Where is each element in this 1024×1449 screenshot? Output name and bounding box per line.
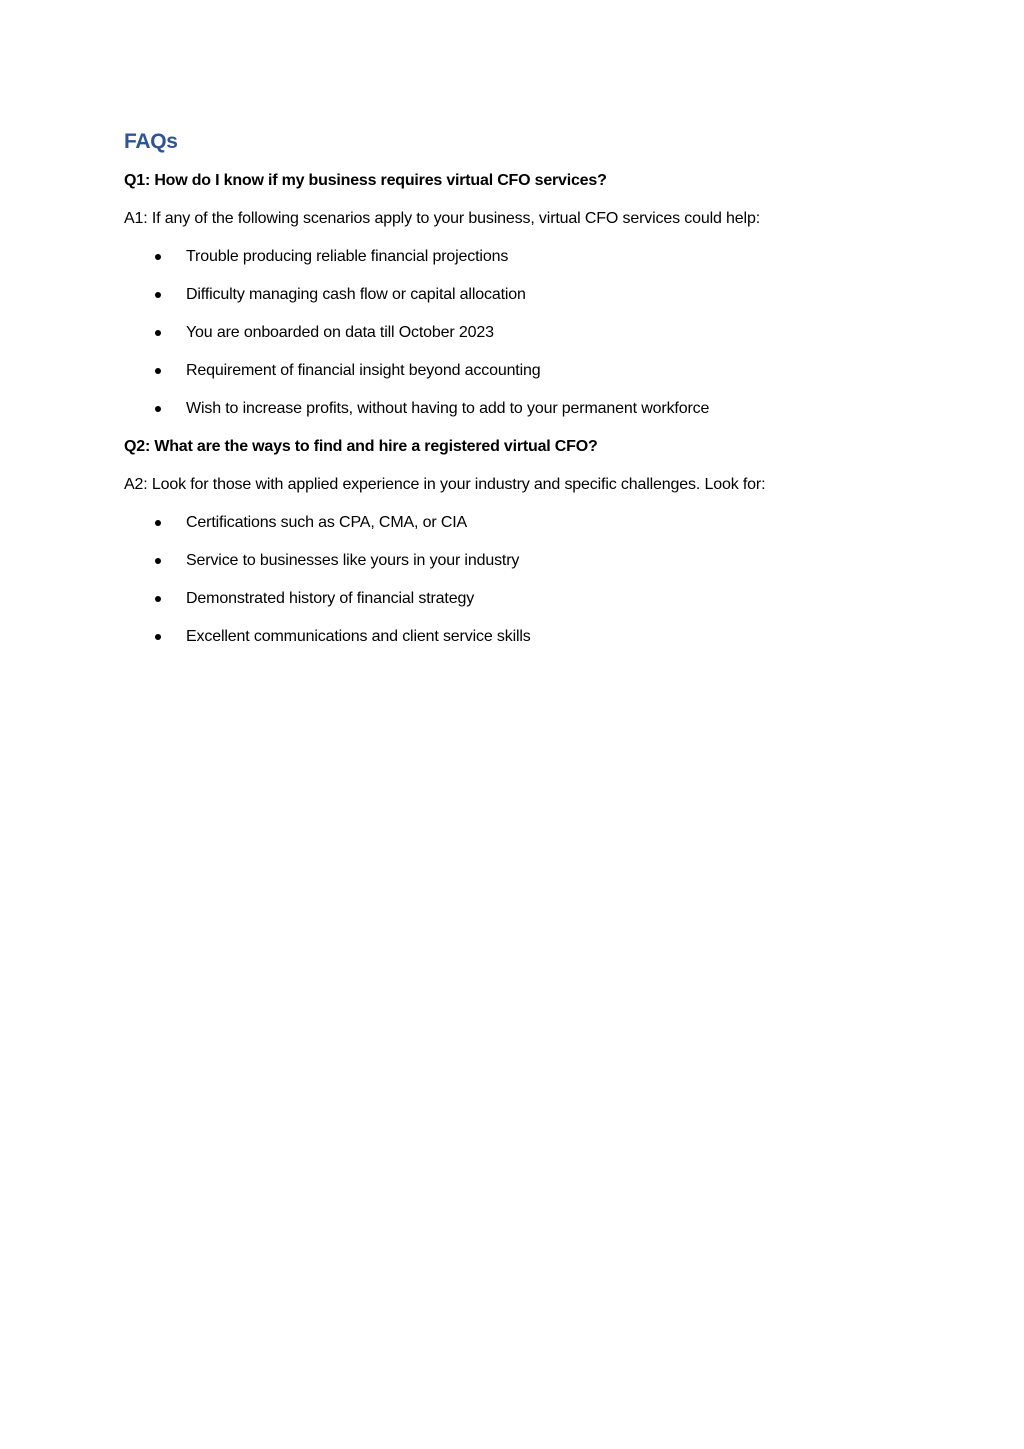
list-item	[124, 244, 904, 270]
bullet-icon	[155, 330, 161, 336]
bullet-icon	[155, 634, 161, 640]
faq-section-2	[124, 434, 904, 650]
list-item	[124, 358, 904, 384]
list-item-text: Demonstrated history of financial strategy	[186, 590, 475, 607]
faq-answer-2: A2: Look for those with applied experience in your industry and specific challenges. Look for:	[124, 476, 766, 493]
list-item-text: Wish to increase profits, without having to add to your permanent workforce	[186, 400, 710, 417]
list-item-text: Difficulty managing cash flow or capital allocation	[186, 286, 526, 303]
bullet-icon	[155, 558, 161, 564]
faq-answer-1: A1: If any of the following scenarios apply to your business, virtual CFO services could help:	[124, 210, 760, 227]
faq-section-1	[124, 168, 904, 422]
list-item	[124, 320, 904, 346]
list-item	[124, 548, 904, 574]
list-item	[124, 586, 904, 612]
faq-1-bullet-list	[124, 244, 904, 422]
list-item-text: Excellent communications and client service skills	[186, 628, 531, 645]
bullet-icon	[155, 368, 161, 374]
bullet-icon	[155, 254, 161, 260]
list-item-text: Certifications such as CPA, CMA, or CIA	[186, 514, 468, 531]
list-item	[124, 624, 904, 650]
list-item-text: Service to businesses like yours in your industry	[186, 552, 520, 569]
bullet-icon	[155, 596, 161, 602]
list-item	[124, 282, 904, 308]
list-item-text: Requirement of financial insight beyond accounting	[186, 362, 541, 379]
bullet-icon	[155, 406, 161, 412]
list-item	[124, 510, 904, 536]
faq-question-2: Q2: What are the ways to find and hire a registered virtual CFO?	[124, 438, 598, 455]
list-item	[124, 396, 904, 422]
document-page	[124, 126, 904, 662]
list-item-text: Trouble producing reliable financial projections	[186, 248, 509, 265]
faq-question-1: Q1: How do I know if my business requires virtual CFO services?	[124, 172, 607, 189]
faqs-heading: FAQs	[124, 130, 178, 153]
faq-2-bullet-list	[124, 510, 904, 650]
bullet-icon	[155, 520, 161, 526]
list-item-text: You are onboarded on data till October 2023	[186, 324, 494, 341]
bullet-icon	[155, 292, 161, 298]
